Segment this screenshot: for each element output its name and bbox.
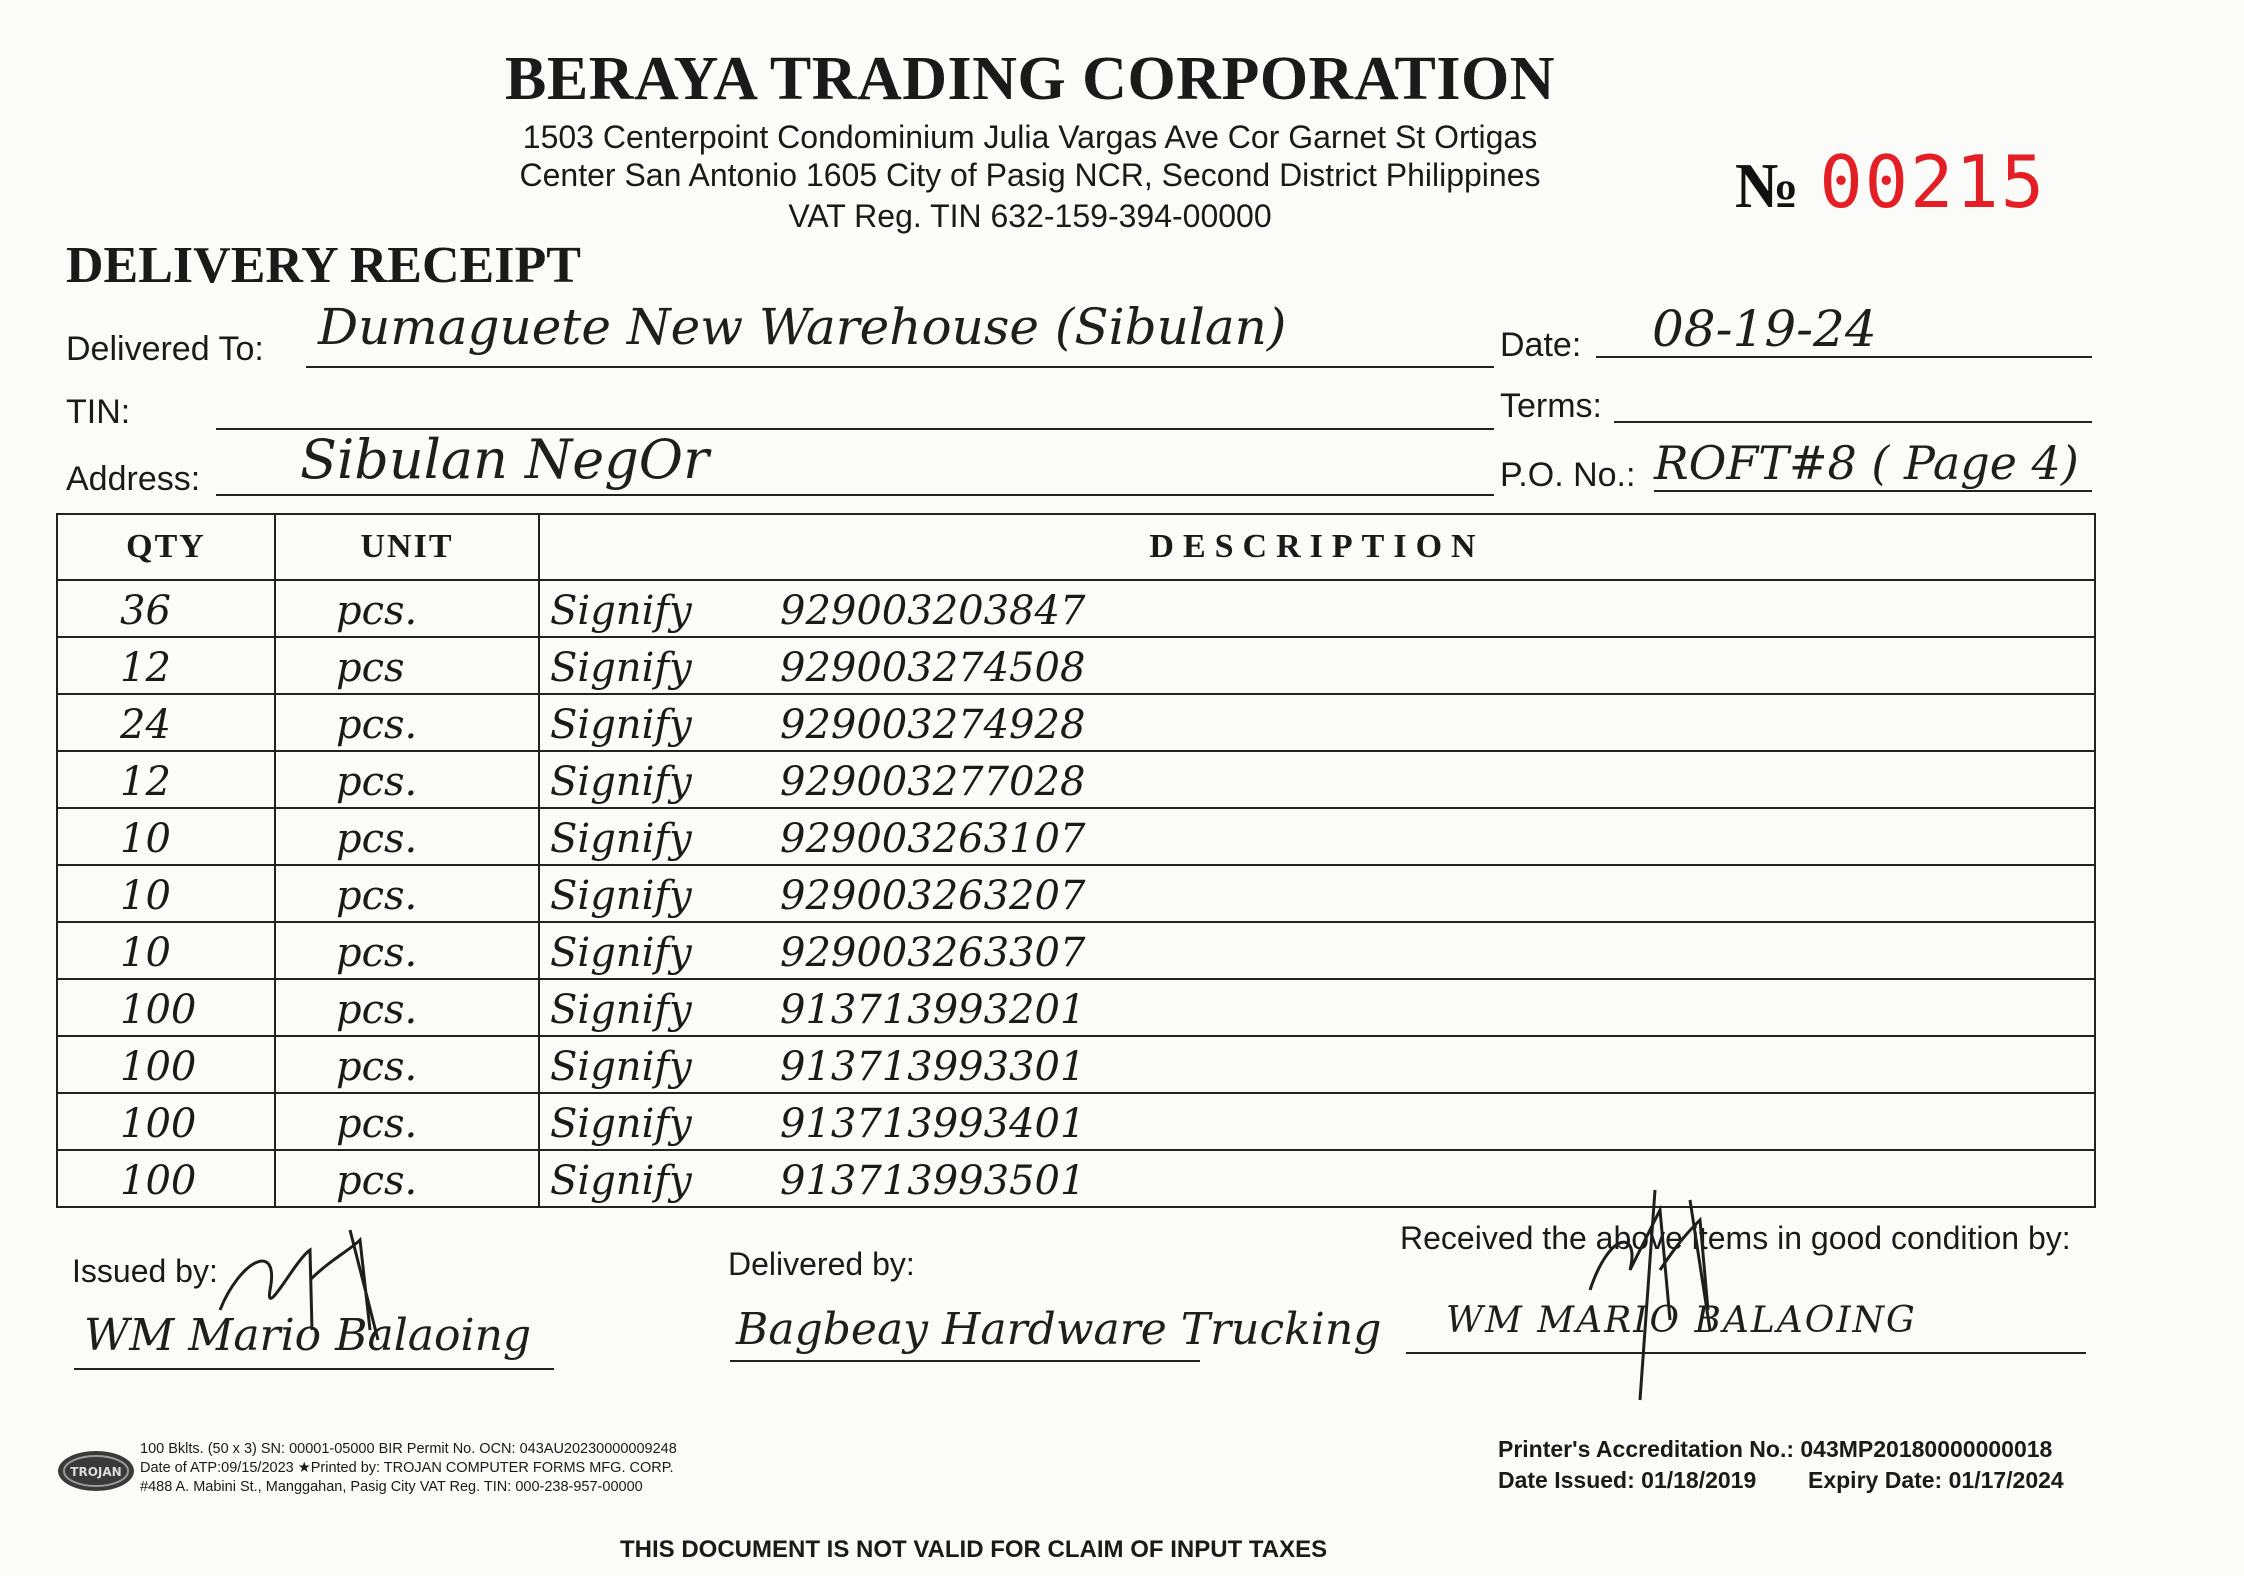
description-cell <box>539 580 2095 637</box>
unit-cell: pcs. <box>275 808 539 865</box>
unit-cell: pcs. <box>275 1150 539 1207</box>
description-brand: Signify <box>550 588 692 634</box>
issued-by-signature <box>200 1220 440 1360</box>
description-brand: Signify <box>550 759 692 805</box>
delivered-by-name[interactable]: Bagbeay Hardware Trucking <box>736 1304 1382 1355</box>
document-title: DELIVERY RECEIPT <box>66 237 581 294</box>
qty-cell: 100 <box>57 1150 275 1207</box>
table-row <box>57 979 2095 1036</box>
delivered-by-label: Delivered by: <box>728 1246 915 1282</box>
description-brand: Signify <box>550 873 692 919</box>
printer-info-line3: #488 A. Mabini St., Manggahan, Pasig City VAT Reg. TIN: 000-238-957-00000 <box>140 1479 643 1495</box>
printer-info-line1: 100 Bklts. (50 x 3) SN: 00001-05000 BIR Permit No. OCN: 043AU20230000009248 <box>140 1441 677 1457</box>
description-code: 929003277028 <box>780 759 1086 805</box>
description-cell <box>539 922 2095 979</box>
received-by-name[interactable]: WM MARIO BALAOING <box>1446 1300 1917 1341</box>
table-row <box>57 580 2095 637</box>
unit-cell: pcs. <box>275 751 539 808</box>
table-row <box>57 1036 2095 1093</box>
qty-header: QTY <box>57 514 275 580</box>
qty-cell: 24 <box>57 694 275 751</box>
po-number-line <box>1654 490 2092 492</box>
table-header-row <box>57 514 2095 580</box>
description-code: 913713993501 <box>780 1158 1086 1204</box>
description-brand: Signify <box>550 702 692 748</box>
printer-info-line2: Date of ATP:09/15/2023 ★Printed by: TROJAN COMPUTER FORMS MFG. CORP. <box>140 1460 674 1476</box>
description-cell <box>539 1036 2095 1093</box>
qty-cell: 12 <box>57 751 275 808</box>
description-code: 929003263207 <box>780 873 1086 919</box>
description-cell <box>539 751 2095 808</box>
table-row <box>57 865 2095 922</box>
unit-cell: pcs. <box>275 865 539 922</box>
company-address-line2: Center San Antonio 1605 City of Pasig NCR, Second District Philippines <box>519 157 1541 193</box>
description-code: 929003274508 <box>780 645 1086 691</box>
description-code: 913713993401 <box>780 1101 1086 1147</box>
delivered-to-label: Delivered To: <box>66 330 264 368</box>
delivered-to-line <box>306 366 1494 368</box>
receipt-number-value: 00215 <box>1819 140 2047 224</box>
qty-cell: 100 <box>57 1036 275 1093</box>
terms-label: Terms: <box>1500 387 1602 425</box>
table-row <box>57 751 2095 808</box>
po-number-label: P.O. No.: <box>1500 456 1636 494</box>
unit-cell: pcs. <box>275 1036 539 1093</box>
description-brand: Signify <box>550 1101 692 1147</box>
table-row <box>57 637 2095 694</box>
table-row <box>57 694 2095 751</box>
description-brand: Signify <box>550 1044 692 1090</box>
description-brand: Signify <box>550 816 692 862</box>
receipt-number <box>1735 140 2046 224</box>
description-cell <box>539 865 2095 922</box>
description-code: 929003263107 <box>780 816 1086 862</box>
po-number-value[interactable]: ROFT#8 ( Page 4) <box>1654 436 2079 490</box>
qty-cell: 100 <box>57 979 275 1036</box>
table-row <box>57 1150 2095 1207</box>
tax-notice: THIS DOCUMENT IS NOT VALID FOR CLAIM OF INPUT TAXES <box>620 1536 1328 1563</box>
qty-cell: 10 <box>57 922 275 979</box>
received-by-signature <box>1560 1170 1760 1410</box>
issued-by-label: Issued by: <box>72 1253 218 1289</box>
issued-by-name[interactable]: WM Mario Balaoing <box>84 1310 532 1361</box>
unit-cell: pcs. <box>275 1093 539 1150</box>
description-brand: Signify <box>550 645 692 691</box>
printer-accreditation: Printer's Accreditation No.: 043MP20180000000018 <box>1498 1436 2053 1462</box>
trojan-logo-text: TROJAN <box>70 1465 122 1479</box>
address-line <box>216 494 1494 496</box>
qty-cell: 12 <box>57 637 275 694</box>
trojan-logo-icon <box>56 1448 136 1494</box>
description-cell <box>539 808 2095 865</box>
number-sign: № <box>1735 150 1800 221</box>
table-row <box>57 1093 2095 1150</box>
delivered-to-value[interactable]: Dumaguete New Warehouse (Sibulan) <box>318 298 1287 356</box>
unit-cell: pcs. <box>275 979 539 1036</box>
received-by-label: Received the above items in good condition by: <box>1400 1220 2071 1256</box>
description-cell <box>539 979 2095 1036</box>
company-tin: VAT Reg. TIN 632-159-394-00000 <box>788 198 1272 234</box>
date-value[interactable]: 08-19-24 <box>1652 300 1877 358</box>
description-code: 929003274928 <box>780 702 1086 748</box>
company-name: BERAYA TRADING CORPORATION <box>505 45 1555 113</box>
unit-cell: pcs. <box>275 580 539 637</box>
tin-label: TIN: <box>66 393 131 431</box>
expiry-date: Expiry Date: 01/17/2024 <box>1808 1467 2064 1493</box>
table-row <box>57 808 2095 865</box>
qty-cell: 10 <box>57 865 275 922</box>
unit-cell: pcs <box>275 637 539 694</box>
terms-line <box>1614 421 2092 423</box>
description-brand: Signify <box>550 1158 692 1204</box>
date-issued: Date Issued: 01/18/2019 <box>1498 1467 1757 1493</box>
unit-cell: pcs. <box>275 922 539 979</box>
unit-cell: pcs. <box>275 694 539 751</box>
address-value[interactable]: Sibulan NegOr <box>300 428 709 491</box>
description-code: 929003203847 <box>780 588 1086 634</box>
qty-cell: 100 <box>57 1093 275 1150</box>
description-cell <box>539 1093 2095 1150</box>
description-code: 913713993201 <box>780 987 1086 1033</box>
description-cell <box>539 694 2095 751</box>
items-table <box>56 513 2096 1208</box>
description-brand: Signify <box>550 930 692 976</box>
description-cell <box>539 1150 2095 1207</box>
unit-header: UNIT <box>275 514 539 580</box>
description-code: 929003263307 <box>780 930 1086 976</box>
address-label: Address: <box>66 460 201 498</box>
company-address-line1: 1503 Centerpoint Condominium Julia Vargas Ave Cor Garnet St Ortigas <box>522 119 1538 155</box>
issued-by-line <box>74 1368 554 1370</box>
date-label: Date: <box>1500 326 1582 364</box>
qty-cell: 36 <box>57 580 275 637</box>
description-header: DESCRIPTION <box>539 514 2095 580</box>
qty-cell: 10 <box>57 808 275 865</box>
description-cell <box>539 637 2095 694</box>
description-brand: Signify <box>550 987 692 1033</box>
delivered-by-line <box>730 1360 1200 1362</box>
table-row <box>57 922 2095 979</box>
description-code: 913713993301 <box>780 1044 1086 1090</box>
